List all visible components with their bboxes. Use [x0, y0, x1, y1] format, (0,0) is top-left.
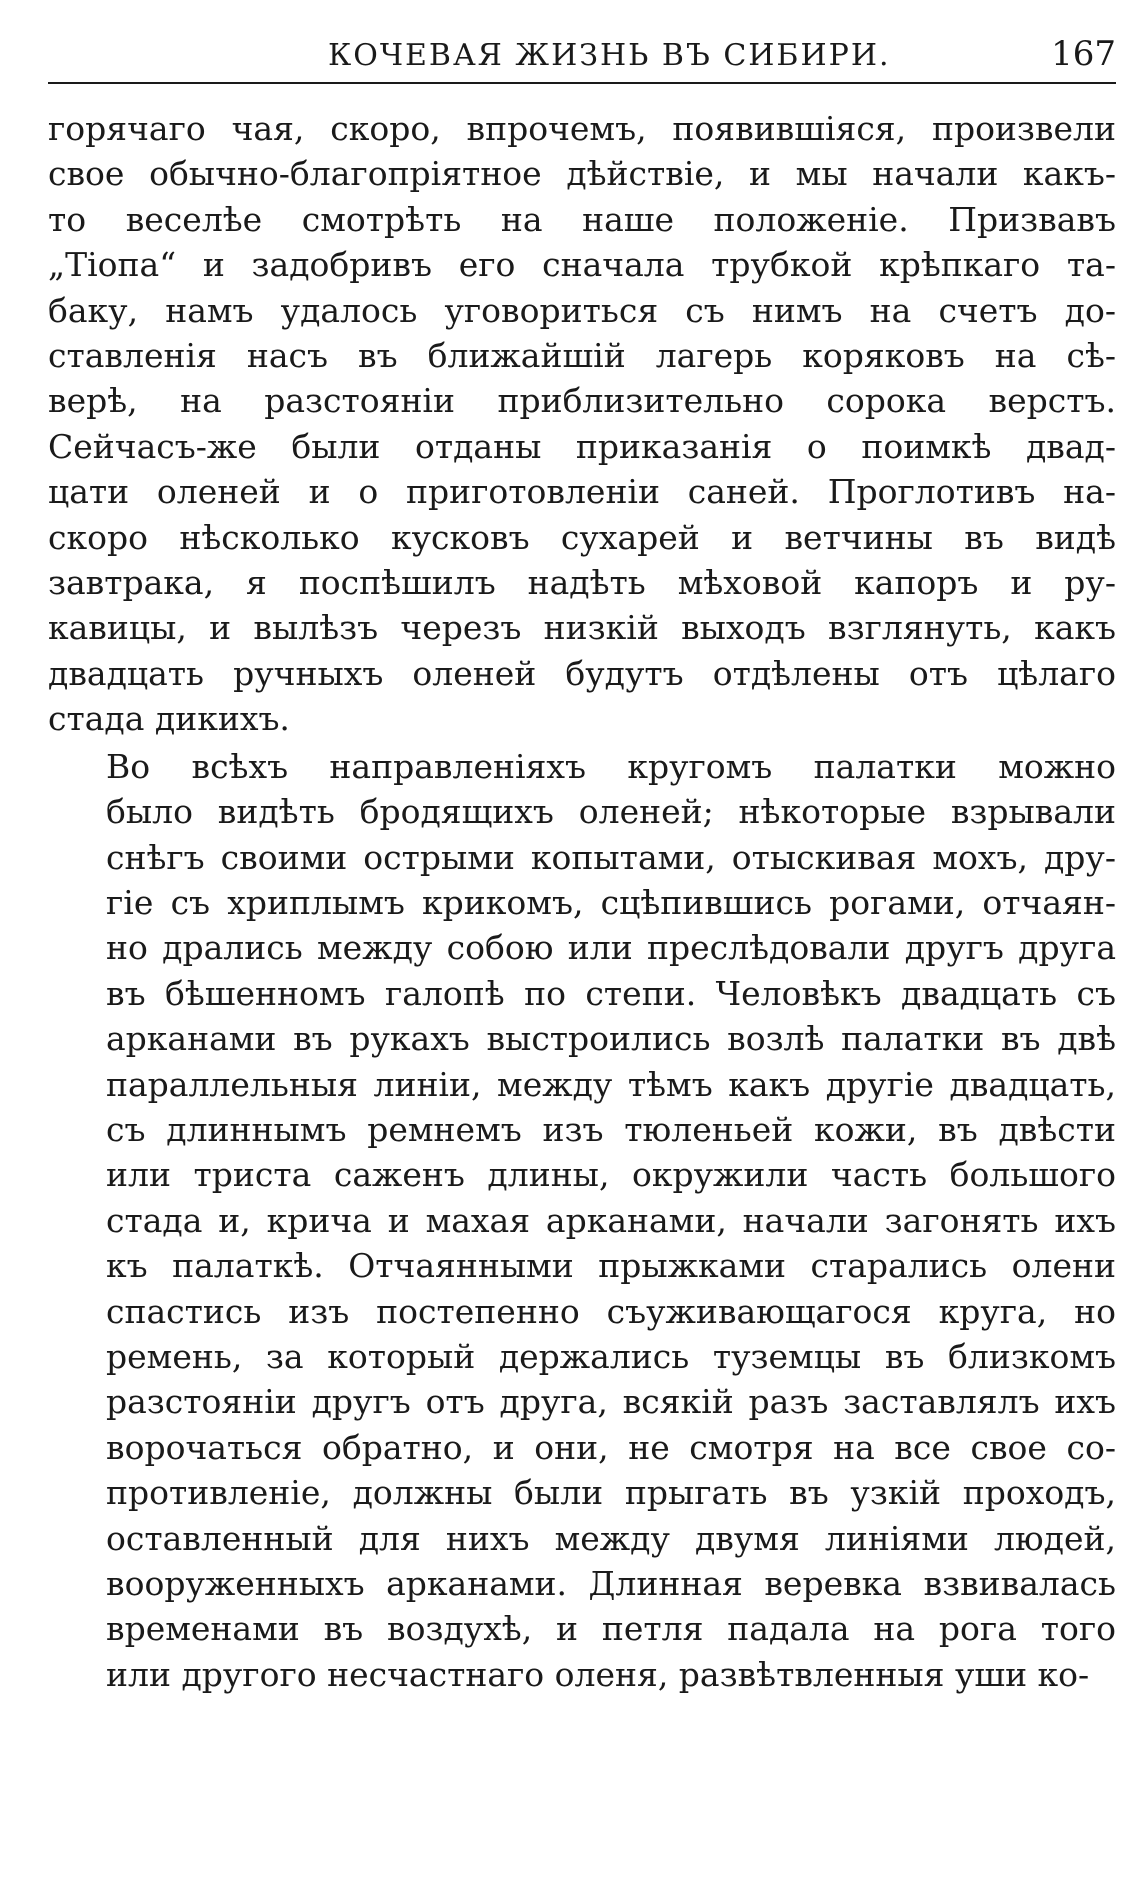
text-line: стада дикихъ. — [48, 699, 290, 739]
text-line: гiе съ хриплымъ крикомъ, сцѣпившись рогами, отчаян- — [106, 882, 1116, 922]
text-line: скоро нѣсколько кусковъ сухарей и ветчины въ видѣ — [48, 517, 1116, 557]
book-page — [48, 30, 1116, 1850]
text-line: горячаго чая, скоро, впрочемъ, появившiяся, произвели — [48, 109, 1116, 148]
text-line: противленiе, должны были прыгать въ узкiй проходъ, — [106, 1473, 1116, 1513]
text-line: но дрались между собою или преслѣдовали другъ друга — [106, 928, 1116, 968]
text-line: или триста саженъ длины, окружили часть большого — [106, 1155, 1116, 1195]
text-line: снѣгъ своими острыми копытами, отыскивая мохъ, дру- — [106, 837, 1116, 877]
paragraph-1 — [48, 106, 1116, 742]
body-text — [48, 106, 1116, 1697]
text-line: верѣ, на разстоянiи приблизительно сорока верстъ. — [48, 381, 1116, 421]
text-line: свое обычно-благопрiятное дѣйствiе, и мы начали какъ- — [48, 154, 1116, 194]
text-line: разстоянiи другъ отъ друга, всякiй разъ заставлялъ ихъ — [106, 1382, 1116, 1422]
text-line: то веселѣе смотрѣть на наше положенiе. Призвавъ — [48, 199, 1116, 239]
text-line: Во всѣхъ направленiяхъ кругомъ палатки можно — [106, 746, 1116, 786]
paragraph-2 — [48, 744, 1116, 1698]
text-line: временами въ воздухѣ, и петля падала на рога того — [106, 1609, 1116, 1649]
text-line: ставленiя насъ въ ближайшiй лагерь коряковъ на сѣ- — [48, 336, 1116, 376]
text-line: вооруженныхъ арканами. Длинная веревка взвивалась — [106, 1564, 1116, 1603]
text-line: кавицы, и вылѣзъ черезъ низкiй выходъ взглянуть, какъ — [48, 608, 1116, 648]
text-line: „Тiопа“ и задобривъ его сначала трубкой крѣпкаго та- — [48, 245, 1116, 285]
running-head — [48, 30, 1116, 84]
text-line: двадцать ручныхъ оленей будутъ отдѣлены отъ цѣлаго — [48, 653, 1116, 693]
text-line: къ палаткѣ. Отчаянными прыжками старались олени — [106, 1246, 1116, 1286]
text-line: ремень, за который держались туземцы въ близкомъ — [106, 1336, 1116, 1376]
text-line: или другого несчастнаго оленя, развѣтвленныя уши ко- — [106, 1654, 1090, 1694]
text-line: стада и, крича и махая арканами, начали загонять ихъ — [106, 1200, 1116, 1240]
text-line: въ бѣшенномъ галопѣ по степи. Человѣкъ двадцать съ — [106, 973, 1116, 1013]
text-line: баку, намъ удалось уговориться съ нимъ на счетъ до- — [48, 290, 1116, 330]
text-line: завтрака, я поспѣшилъ надѣть мѣховой капоръ и ру- — [48, 563, 1116, 603]
text-line: было видѣть бродящихъ оленей; нѣкоторые взрывали — [106, 792, 1116, 832]
text-line: цати оленей и о приготовленiи саней. Проглотивъ на- — [48, 472, 1116, 512]
text-line: арканами въ рукахъ выстроились возлѣ палатки въ двѣ — [106, 1019, 1116, 1059]
text-line: съ длиннымъ ремнемъ изъ тюленьей кожи, въ двѣсти — [106, 1109, 1116, 1149]
page-number: 167 — [1051, 34, 1116, 74]
text-line: спастись изъ постепенно съуживающагося круга, но — [106, 1291, 1116, 1331]
text-line: ворочаться обратно, и они, не смотря на все свое со- — [106, 1427, 1116, 1467]
text-line: Сейчасъ-же были отданы приказанiя о поимкѣ двад- — [48, 426, 1116, 466]
text-line: параллельныя линiи, между тѣмъ какъ другiе двадцать, — [106, 1064, 1116, 1104]
text-line: оставленный для нихъ между двумя линiями людей, — [106, 1518, 1116, 1558]
running-title: КОЧЕВАЯ ЖИЗНЬ ВЪ СИБИРИ. — [328, 38, 891, 73]
